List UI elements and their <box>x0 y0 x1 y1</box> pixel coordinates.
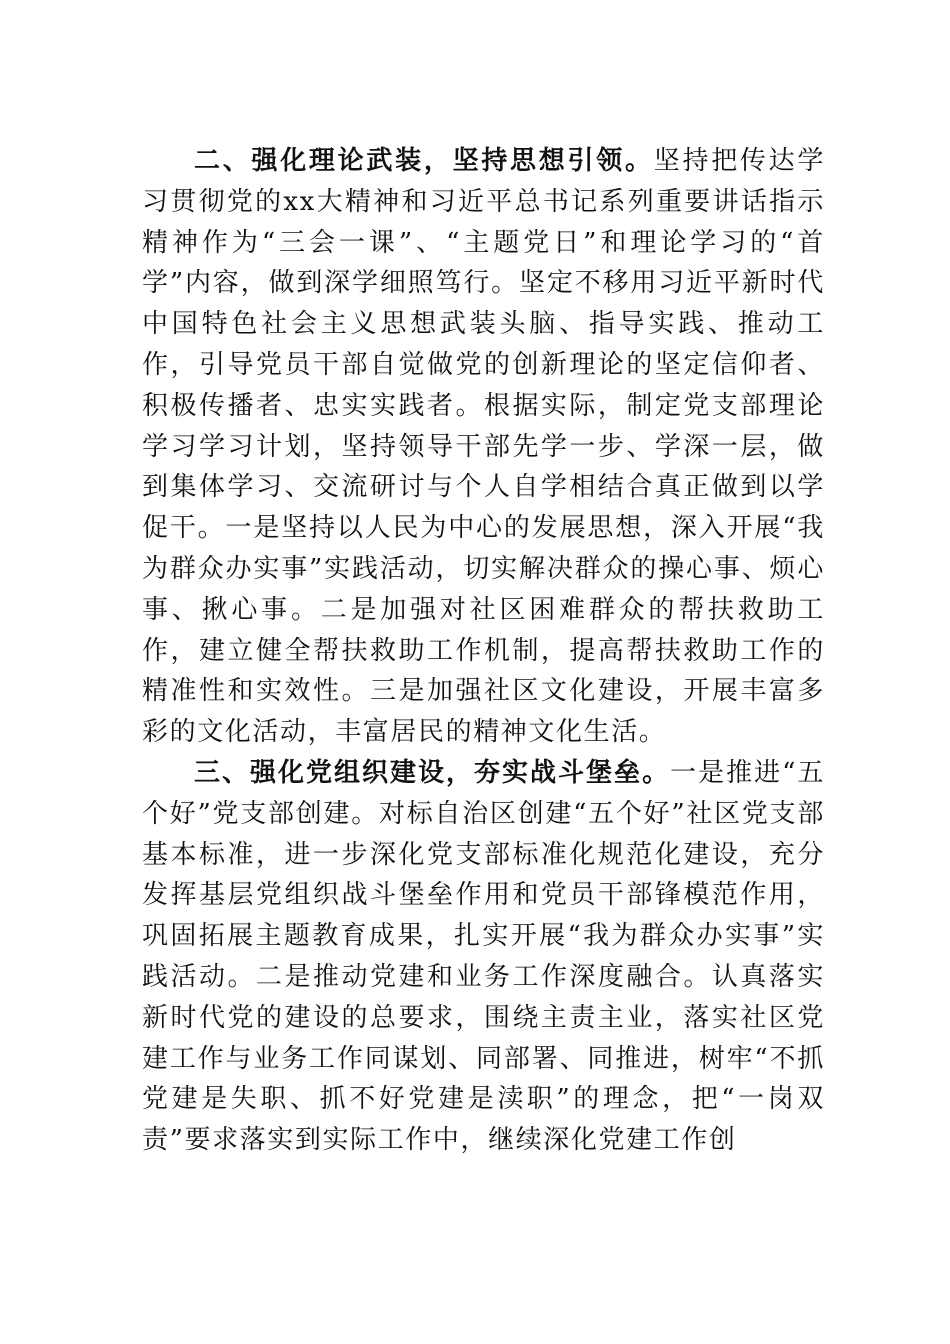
section-three-heading: 三、强化党组织建设，夯实战斗堡垒。 <box>194 757 671 788</box>
body-text <box>142 141 825 1161</box>
section-two-heading: 二、强化理论武装，坚持思想引领。 <box>194 146 654 176</box>
paragraph-section-two <box>142 141 825 753</box>
section-three-body: 一是推进“五个好”党支部创建。对标自治区创建“五个好”社区党支部基本标准，进一步深化党支部标准化规范化建设，充分发挥基层党组织战斗堡垒作用和党员干部锋模范作用，巩固拓展主题教育成果，扎实开展“我为群众办实事”实践活动。二是推动党建和业务工作深度融合。认真落实新时代党的建设的总要求，围绕主责主业，落实社区党建工作与业务工作同谋划、同部署、同推进，树牢“不抓党建是失职、抓不好党建是渎职”的理念，把“一岗双责”要求落实到实际工作中，继续深化党建工作创 <box>142 757 825 1156</box>
section-two-body: 坚持把传达学习贯彻党的xx大精神和习近平总书记系列重要讲话指示精神作为“三会一课”、“主题党日”和理论学习的“首学”内容，做到深学细照笃行。坚定不移用习近平新时代中国特色社会主义思想武装头脑、指导实践、推动工作，引导党员干部自觉做党的创新理论的坚定信仰者、积极传播者、忠实实践者。根据实际，制定党支部理论学习学习计划，坚持领导干部先学一步、学深一层，做到集体学习、交流研讨与个人自学相结合真正做到以学促干。一是坚持以人民为中心的发展思想，深入开展“我为群众办实事”实践活动，切实解决群众的操心事、烦心事、揪心事。二是加强对社区困难群众的帮扶救助工作，建立健全帮扶救助工作机制，提高帮扶救助工作的精准性和实效性。三是加强社区文化建设，开展丰富多彩的文化活动，丰富居民的精神文化生活。 <box>142 146 825 748</box>
paragraph-section-three <box>142 753 825 1161</box>
